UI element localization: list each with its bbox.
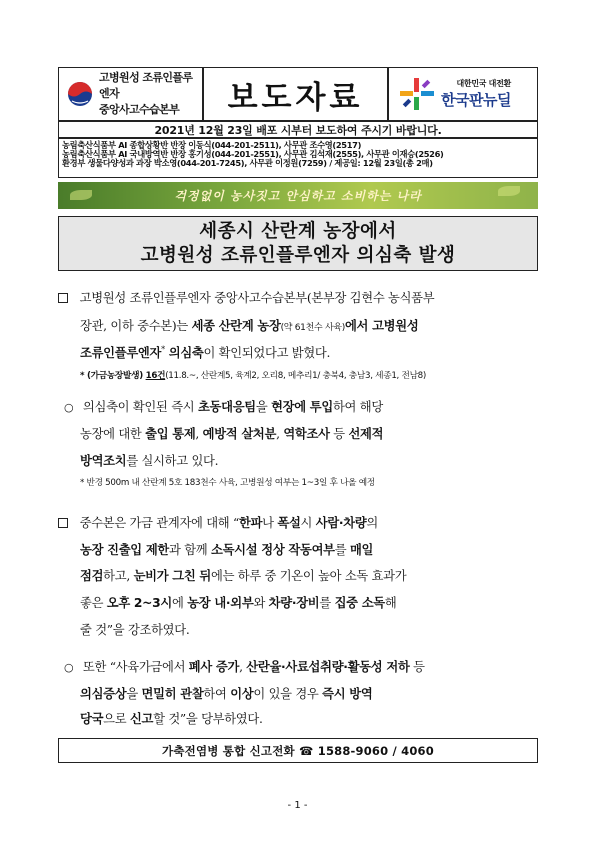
leaf-icon	[70, 190, 92, 200]
leaf-icon	[498, 186, 520, 196]
contact-line: 환경부 생물다양성과 과장 박소영(044-201-7245), 사무관 이정원(7259) / 제공일: 12월 23일(총 2매)	[62, 158, 433, 168]
embargo-notice	[58, 121, 538, 138]
brand-name: 한국판뉴딜	[441, 91, 511, 109]
paragraph-1-line1: 고병원성 조류인플루엔자 중앙사고수습본부(본부장 김현수 농식품부	[58, 288, 434, 306]
slogan-banner	[58, 182, 538, 209]
paragraph-3-line3: 점검하고, 눈비가 그친 뒤에는 하루 중 기온이 높아 소독 효과가	[80, 569, 407, 583]
square-bullet-icon	[58, 293, 68, 303]
contact-line: 농림축산식품부 AI 종합상황반 반장 이동식(044-201-2511), 사무관 조수영(2517)	[62, 140, 362, 150]
hotline-text: 가축전염병 통합 신고전화 ☎ 1588-9060 / 4060	[162, 743, 434, 758]
brand-tagline: 대한민국 대전환	[456, 79, 511, 88]
circle-bullet-icon: ○	[64, 661, 74, 674]
page-number: - 1 -	[287, 800, 308, 811]
paragraph-4-line1: ○ 또한 “사육가금에서 폐사 증가, 산란율·사료섭취량·활동성 저하 등	[64, 660, 425, 674]
paragraph-3-line5: 줄 것”을 강조하였다.	[80, 623, 190, 637]
doc-type-title: 보도자료	[227, 79, 364, 116]
paragraph-4-line3: 당국으로 신고할 것”을 당부하였다.	[80, 712, 263, 726]
paragraph-1-line2: 장관, 이하 중수본)는 세종 산란계 농장(약 61천수 사육)에서 고병원성	[80, 319, 419, 333]
paragraph-3-line1: 중수본은 가금 관계자에 대해 “한파나 폭설시 사람·차량의	[58, 513, 378, 531]
new-deal-logo-icon	[397, 74, 437, 114]
headline-box	[58, 216, 538, 271]
slogan-text: 걱정없이 농사짓고 안심하고 소비하는 나라	[174, 189, 422, 203]
circle-bullet-icon: ○	[64, 401, 74, 414]
government-emblem-icon	[67, 81, 93, 107]
paragraph-1-line3: 조류인플루엔자* 의심축이 확인되었다고 밝혔다.	[80, 344, 331, 360]
paragraph-3-line4: 좋은 오후 2~3시에 농장 내·외부와 차량·장비를 집중 소독해	[80, 596, 397, 610]
embargo-text: 2021년 12월 23일 배포 시부터 보도하여 주시기 바랍니다.	[154, 123, 442, 137]
org-name-line1: 고병원성 조류인플루엔자	[99, 71, 193, 100]
doc-type-box	[203, 67, 388, 121]
paragraph-2-line2: 농장에 대한 출입 통제, 예방적 살처분, 역학조사 등 선제적	[80, 427, 384, 441]
org-name-line2: 중앙사고수습본부	[99, 103, 180, 116]
headline-line2: 고병원성 조류인플루엔자 의심축 발생	[140, 244, 456, 266]
paragraph-4-line2: 의심증상을 면밀히 관찰하여 이상이 있을 경우 즉시 방역	[80, 687, 373, 701]
paragraph-2-line1: ○ 의심축이 확인된 즉시 초동대응팀을 현장에 투입하여 해당	[64, 400, 383, 414]
contact-line: 농림축산식품부 AI 국내방역반 반장 홍기성(044-201-2551), 사무관 김석재(2555), 사무관 이재승(2526)	[62, 149, 444, 159]
contact-info	[58, 138, 538, 178]
headline-line1: 세종시 산란계 농장에서	[199, 220, 397, 242]
paragraph-2-line3: 방역조치를 실시하고 있다.	[80, 454, 219, 468]
paragraph-3-line2: 농장 진출입 제한과 함께 소독시설 정상 작동여부를 매일	[80, 543, 374, 557]
ministry-logo-block	[58, 67, 203, 121]
square-bullet-icon	[58, 518, 68, 528]
footnote-radius: * 반경 500m 내 산란계 5호 183천수 사육, 고병원성 여부는 1~3일 후 나올 예정	[80, 478, 375, 488]
footnote-outbreaks: * (가금농장발생) 16건(11.8.~, 산란계5, 육계2, 오리8, 메추리1/ 충북4, 충남3, 세종1, 전남8)	[80, 371, 426, 381]
hotline-box	[58, 738, 538, 763]
brand-logo-block	[388, 67, 538, 121]
